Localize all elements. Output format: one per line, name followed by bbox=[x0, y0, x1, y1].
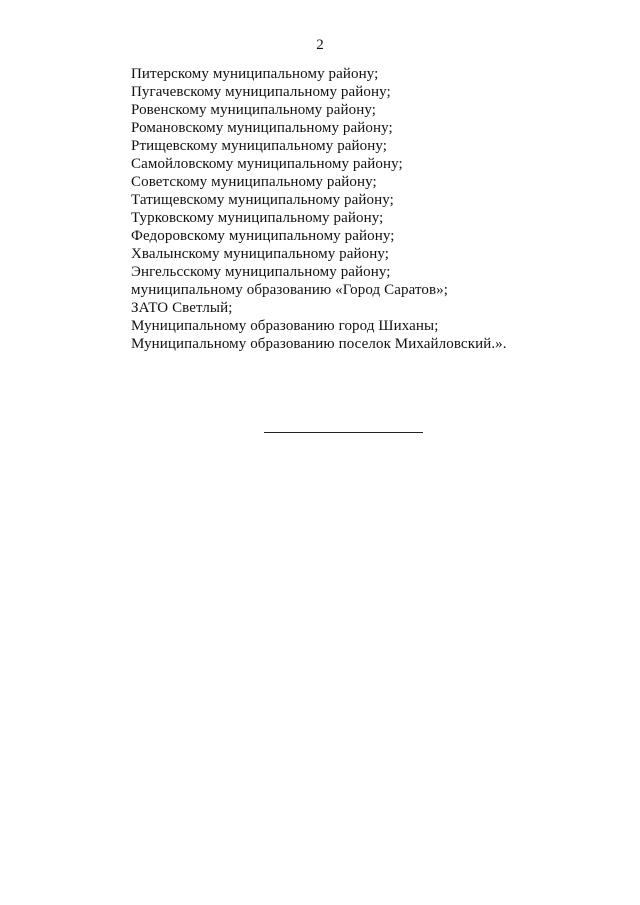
list-item: ЗАТО Светлый; bbox=[131, 300, 233, 316]
list-item: Татищевскому муниципальному району; bbox=[131, 192, 394, 208]
list-item: Энгельсскому муниципальному району; bbox=[131, 264, 391, 280]
page-number: 2 bbox=[316, 37, 324, 53]
list-item: Муниципальному образованию город Шиханы; bbox=[131, 318, 439, 334]
list-item: Советскому муниципальному району; bbox=[131, 174, 377, 190]
list-item: Самойловскому муниципальному району; bbox=[131, 156, 403, 172]
list-item: Турковскому муниципальному району; bbox=[131, 210, 384, 226]
list-item: Питерскому муниципальному району; bbox=[131, 66, 379, 82]
end-divider bbox=[264, 432, 423, 433]
list-item: муниципальному образованию «Город Саратов»; bbox=[131, 282, 449, 298]
list-item: Романовскому муниципальному району; bbox=[131, 120, 393, 136]
list-item: Федоровскому муниципальному району; bbox=[131, 228, 395, 244]
list-item: Муниципальному образованию поселок Михайловский.». bbox=[131, 336, 507, 352]
list-item: Пугачевскому муниципальному району; bbox=[131, 84, 391, 100]
list-item: Хвалынскому муниципальному району; bbox=[131, 246, 390, 262]
list-item: Ровенскому муниципальному району; bbox=[131, 102, 376, 118]
list-item: Ртищевскому муниципальному району; bbox=[131, 138, 388, 154]
municipality-list bbox=[131, 65, 507, 353]
